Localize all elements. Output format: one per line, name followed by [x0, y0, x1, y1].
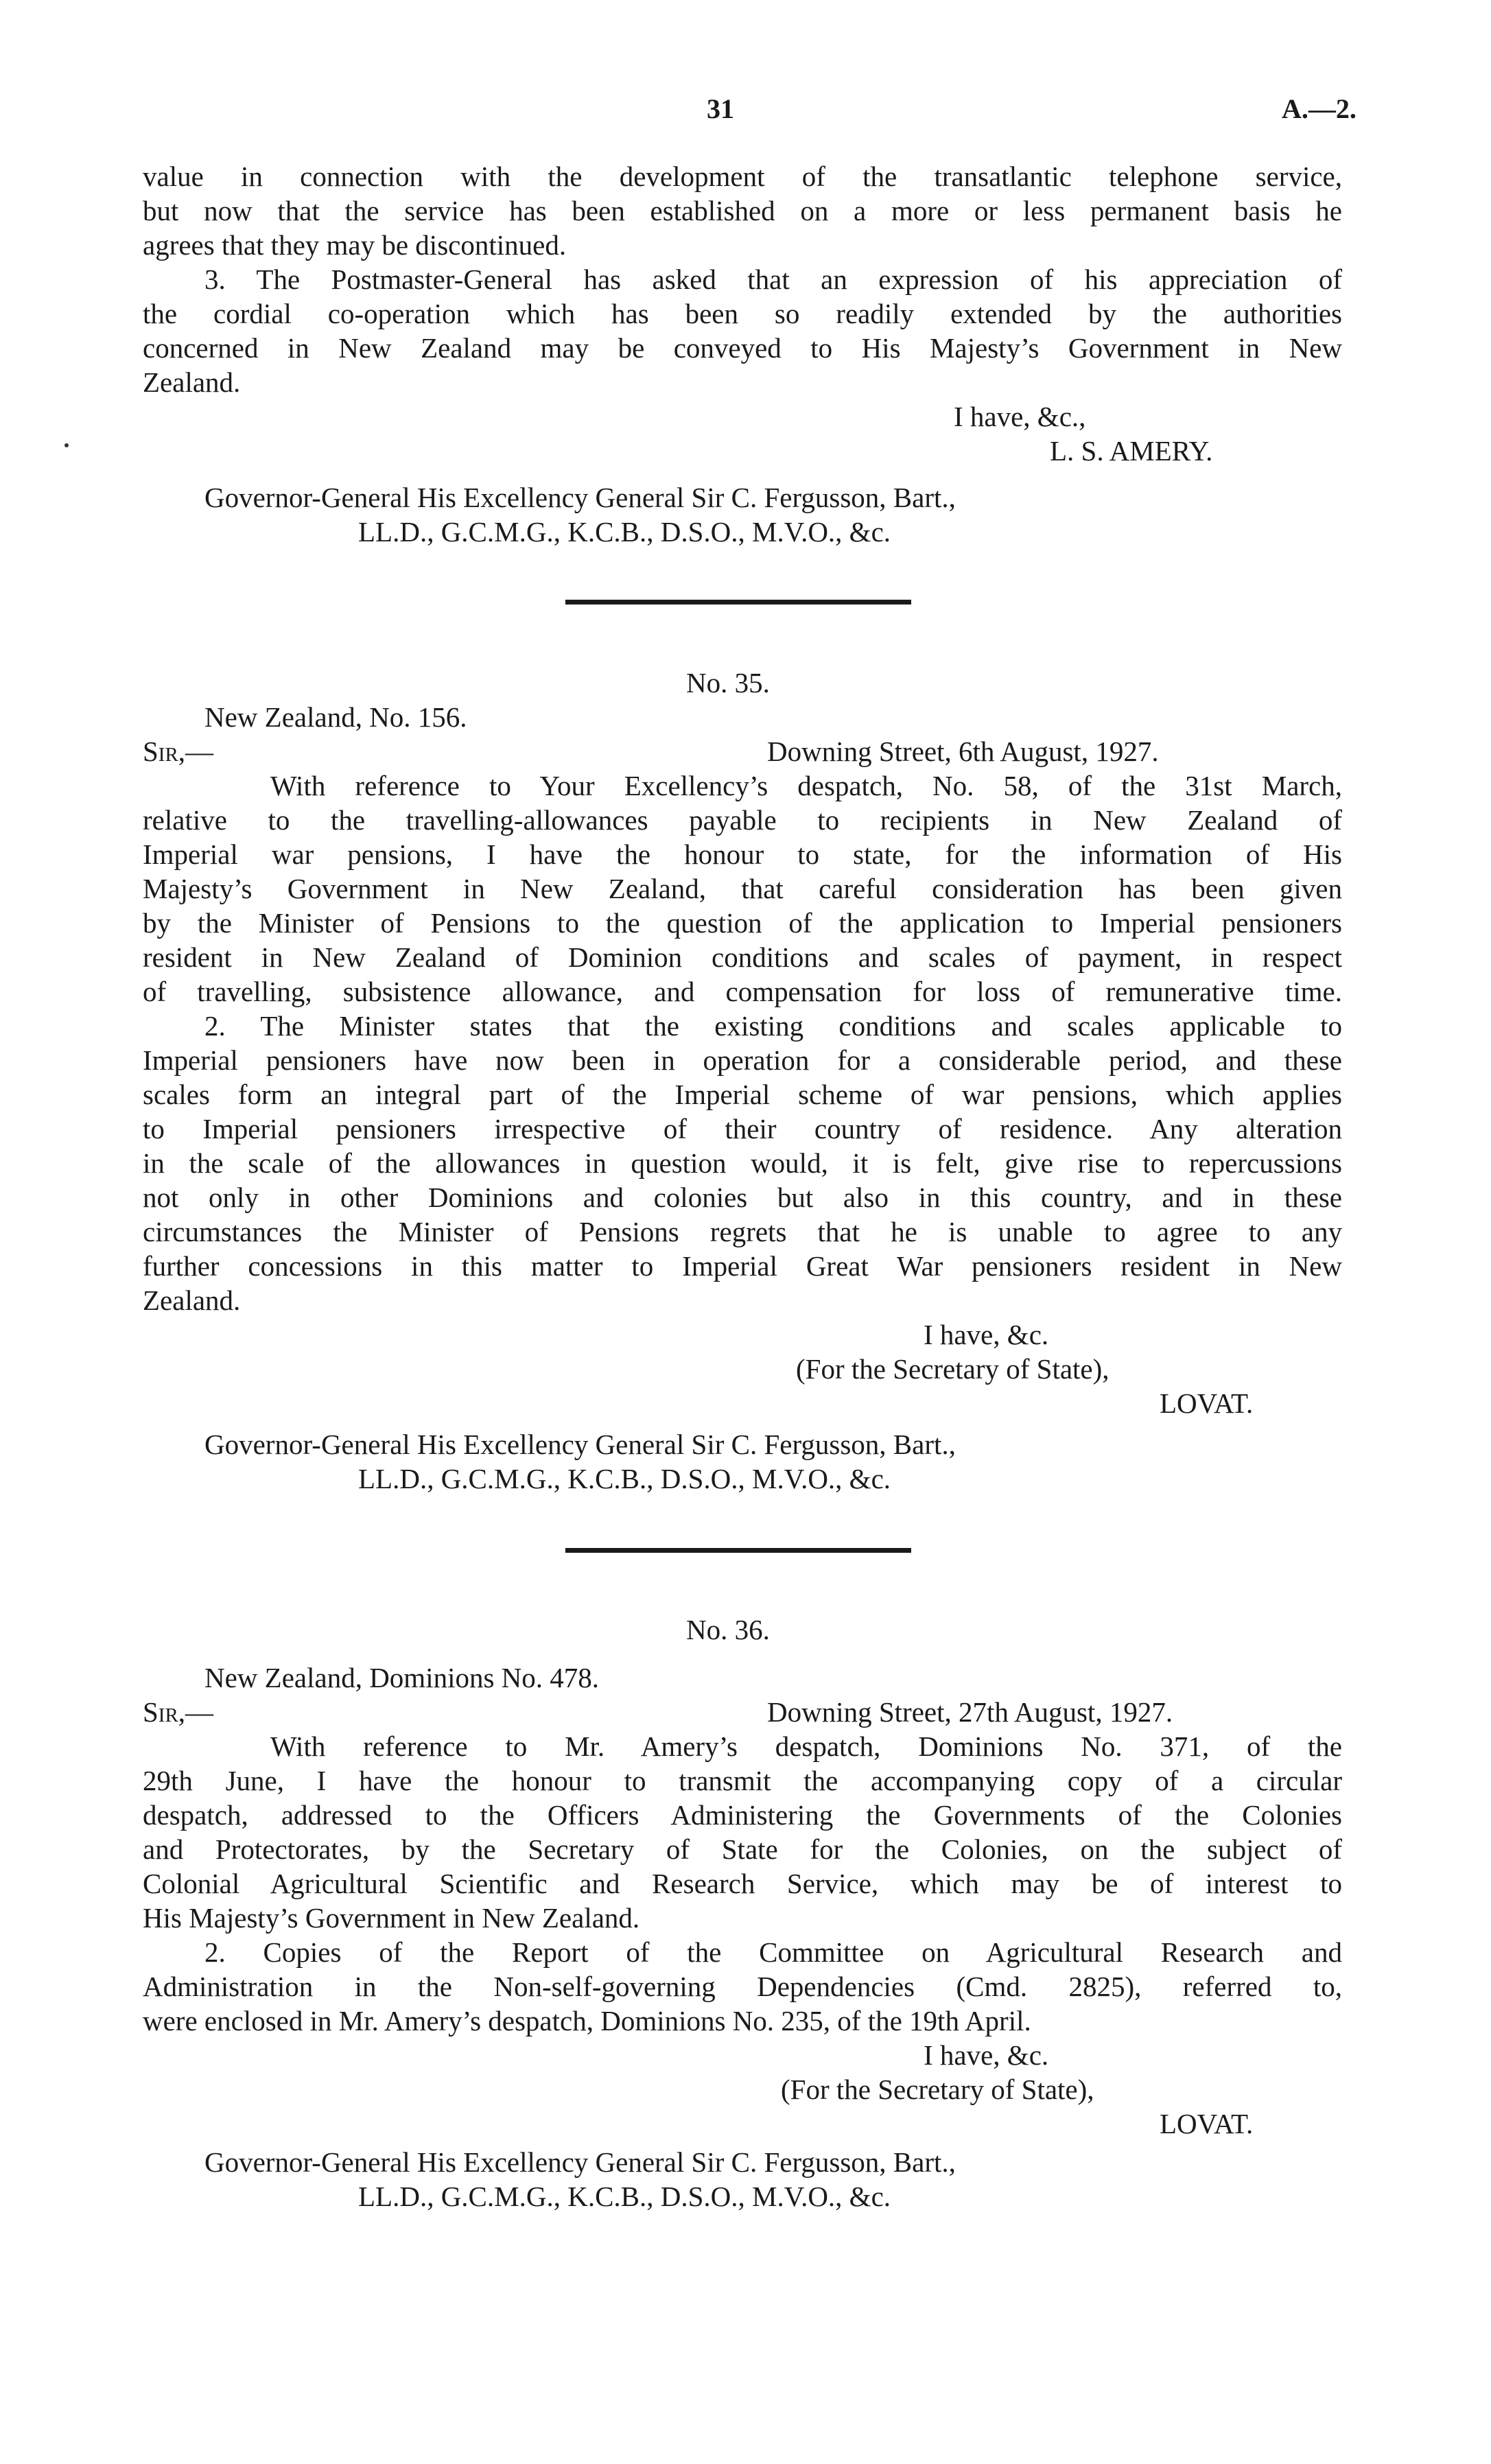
salutation: Sir,—: [143, 1696, 214, 1728]
body-line: His Majesty’s Government in New Zealand.: [143, 1902, 640, 1934]
signature: LOVAT.: [1160, 2108, 1254, 2139]
body-line: circumstances the Minister of Pensions regrets that he is unable to agree to any: [143, 1216, 1342, 1247]
body-line: Colonial Agricultural Scientific and Research Service, which may be of interest to: [143, 1868, 1342, 1899]
body-line: concerned in New Zealand may be conveyed to His Majesty’s Government in New: [143, 332, 1342, 364]
body-line: value in connection with the development of the transatlantic telephone service,: [143, 161, 1342, 192]
body-line: scales form an integral part of the Imperial scheme of war pensions, which applies: [143, 1079, 1342, 1110]
body-line: despatch, addressed to the Officers Administering the Governments of the Colonies: [143, 1799, 1342, 1831]
despatch-reference: New Zealand, Dominions No. 478.: [204, 1662, 600, 1693]
body-line: agrees that they may be discontinued.: [143, 229, 567, 261]
closing: I have, &c.,: [954, 401, 1086, 432]
body-line: to Imperial pensioners irrespective of their country of residence. Any alteration: [143, 1113, 1342, 1145]
salutation: Sir,—: [143, 736, 214, 767]
addressee-line-2: LL.D., G.C.M.G., K.C.B., D.S.O., M.V.O., &c.: [358, 1463, 891, 1494]
closing: I have, &c.: [924, 2039, 1049, 2071]
body-line: 29th June, I have the honour to transmit the accompanying copy of a circular: [143, 1765, 1342, 1796]
closing: I have, &c.: [924, 1319, 1049, 1350]
place-date: Downing Street, 6th August, 1927.: [767, 736, 1159, 767]
body-line: 2. The Minister states that the existing conditions and scales applicable to: [204, 1010, 1342, 1042]
body-line: were enclosed in Mr. Amery’s despatch, Dominions No. 235, of the 19th April.: [143, 2005, 1031, 2037]
body-line: 3. The Postmaster-General has asked that an expression of his appreciation of: [204, 263, 1342, 295]
margin-mark: [64, 443, 69, 447]
body-line: of travelling, subsistence allowance, and compensation for loss of remunerative time.: [143, 976, 1342, 1007]
addressee-line-1: Governor-General His Excellency General Sir C. Fergusson, Bart.,: [204, 482, 956, 513]
body-line: Imperial pensioners have now been in operation for a considerable period, and these: [143, 1044, 1342, 1076]
section-divider: [565, 1548, 911, 1553]
signature: L. S. AMERY.: [1050, 435, 1213, 467]
body-line: Majesty’s Government in New Zealand, that careful consideration has been given: [143, 873, 1342, 904]
body-line: the cordial co-operation which has been so readily extended by the authorities: [143, 298, 1342, 329]
despatch-number: No. 35.: [686, 667, 770, 699]
addressee-line-2: LL.D., G.C.M.G., K.C.B., D.S.O., M.V.O., &c.: [358, 2181, 891, 2212]
body-line: in the scale of the allowances in question would, it is felt, give rise to repercussions: [143, 1147, 1342, 1179]
body-line: relative to the travelling-allowances payable to recipients in New Zealand of: [143, 804, 1342, 836]
body-line: Zealand.: [143, 366, 241, 398]
document-reference: A.—2.: [1282, 93, 1357, 124]
signature: LOVAT.: [1160, 1387, 1254, 1419]
body-line: With reference to Mr. Amery’s despatch, Dominions No. 371, of the: [270, 1730, 1342, 1762]
addressee-line-1: Governor-General His Excellency General Sir C. Fergusson, Bart.,: [204, 2146, 956, 2178]
body-line: With reference to Your Excellency’s despatch, No. 58, of the 31st March,: [270, 770, 1342, 801]
page-number: 31: [707, 93, 734, 124]
body-line: further concessions in this matter to Imperial Great War pensioners resident in New: [143, 1250, 1342, 1282]
body-line: Imperial war pensions, I have the honour to state, for the information of His: [143, 838, 1342, 870]
body-line: 2. Copies of the Report of the Committee on Agricultural Research and: [204, 1936, 1342, 1968]
body-line: and Protectorates, by the Secretary of State for the Colonies, on the subject of: [143, 1833, 1342, 1865]
for-secretary-line: (For the Secretary of State),: [781, 2074, 1094, 2105]
body-line: not only in other Dominions and colonies but also in this country, and in these: [143, 1182, 1342, 1213]
despatch-reference: New Zealand, No. 156.: [204, 701, 467, 733]
addressee-line-1: Governor-General His Excellency General Sir C. Fergusson, Bart.,: [204, 1429, 956, 1460]
addressee-line-2: LL.D., G.C.M.G., K.C.B., D.S.O., M.V.O., &c.: [358, 516, 891, 548]
body-line: Administration in the Non-self-governing Dependencies (Cmd. 2825), referred to,: [143, 1971, 1342, 2002]
body-line: by the Minister of Pensions to the question of the application to Imperial pensioners: [143, 907, 1342, 939]
place-date: Downing Street, 27th August, 1927.: [767, 1696, 1173, 1728]
body-line: Zealand.: [143, 1284, 241, 1316]
for-secretary-line: (For the Secretary of State),: [796, 1353, 1110, 1385]
section-divider: [565, 600, 911, 605]
body-line: but now that the service has been established on a more or less permanent basis he: [143, 195, 1342, 226]
body-line: resident in New Zealand of Dominion conditions and scales of payment, in respect: [143, 941, 1342, 973]
despatch-number: No. 36.: [686, 1614, 770, 1645]
